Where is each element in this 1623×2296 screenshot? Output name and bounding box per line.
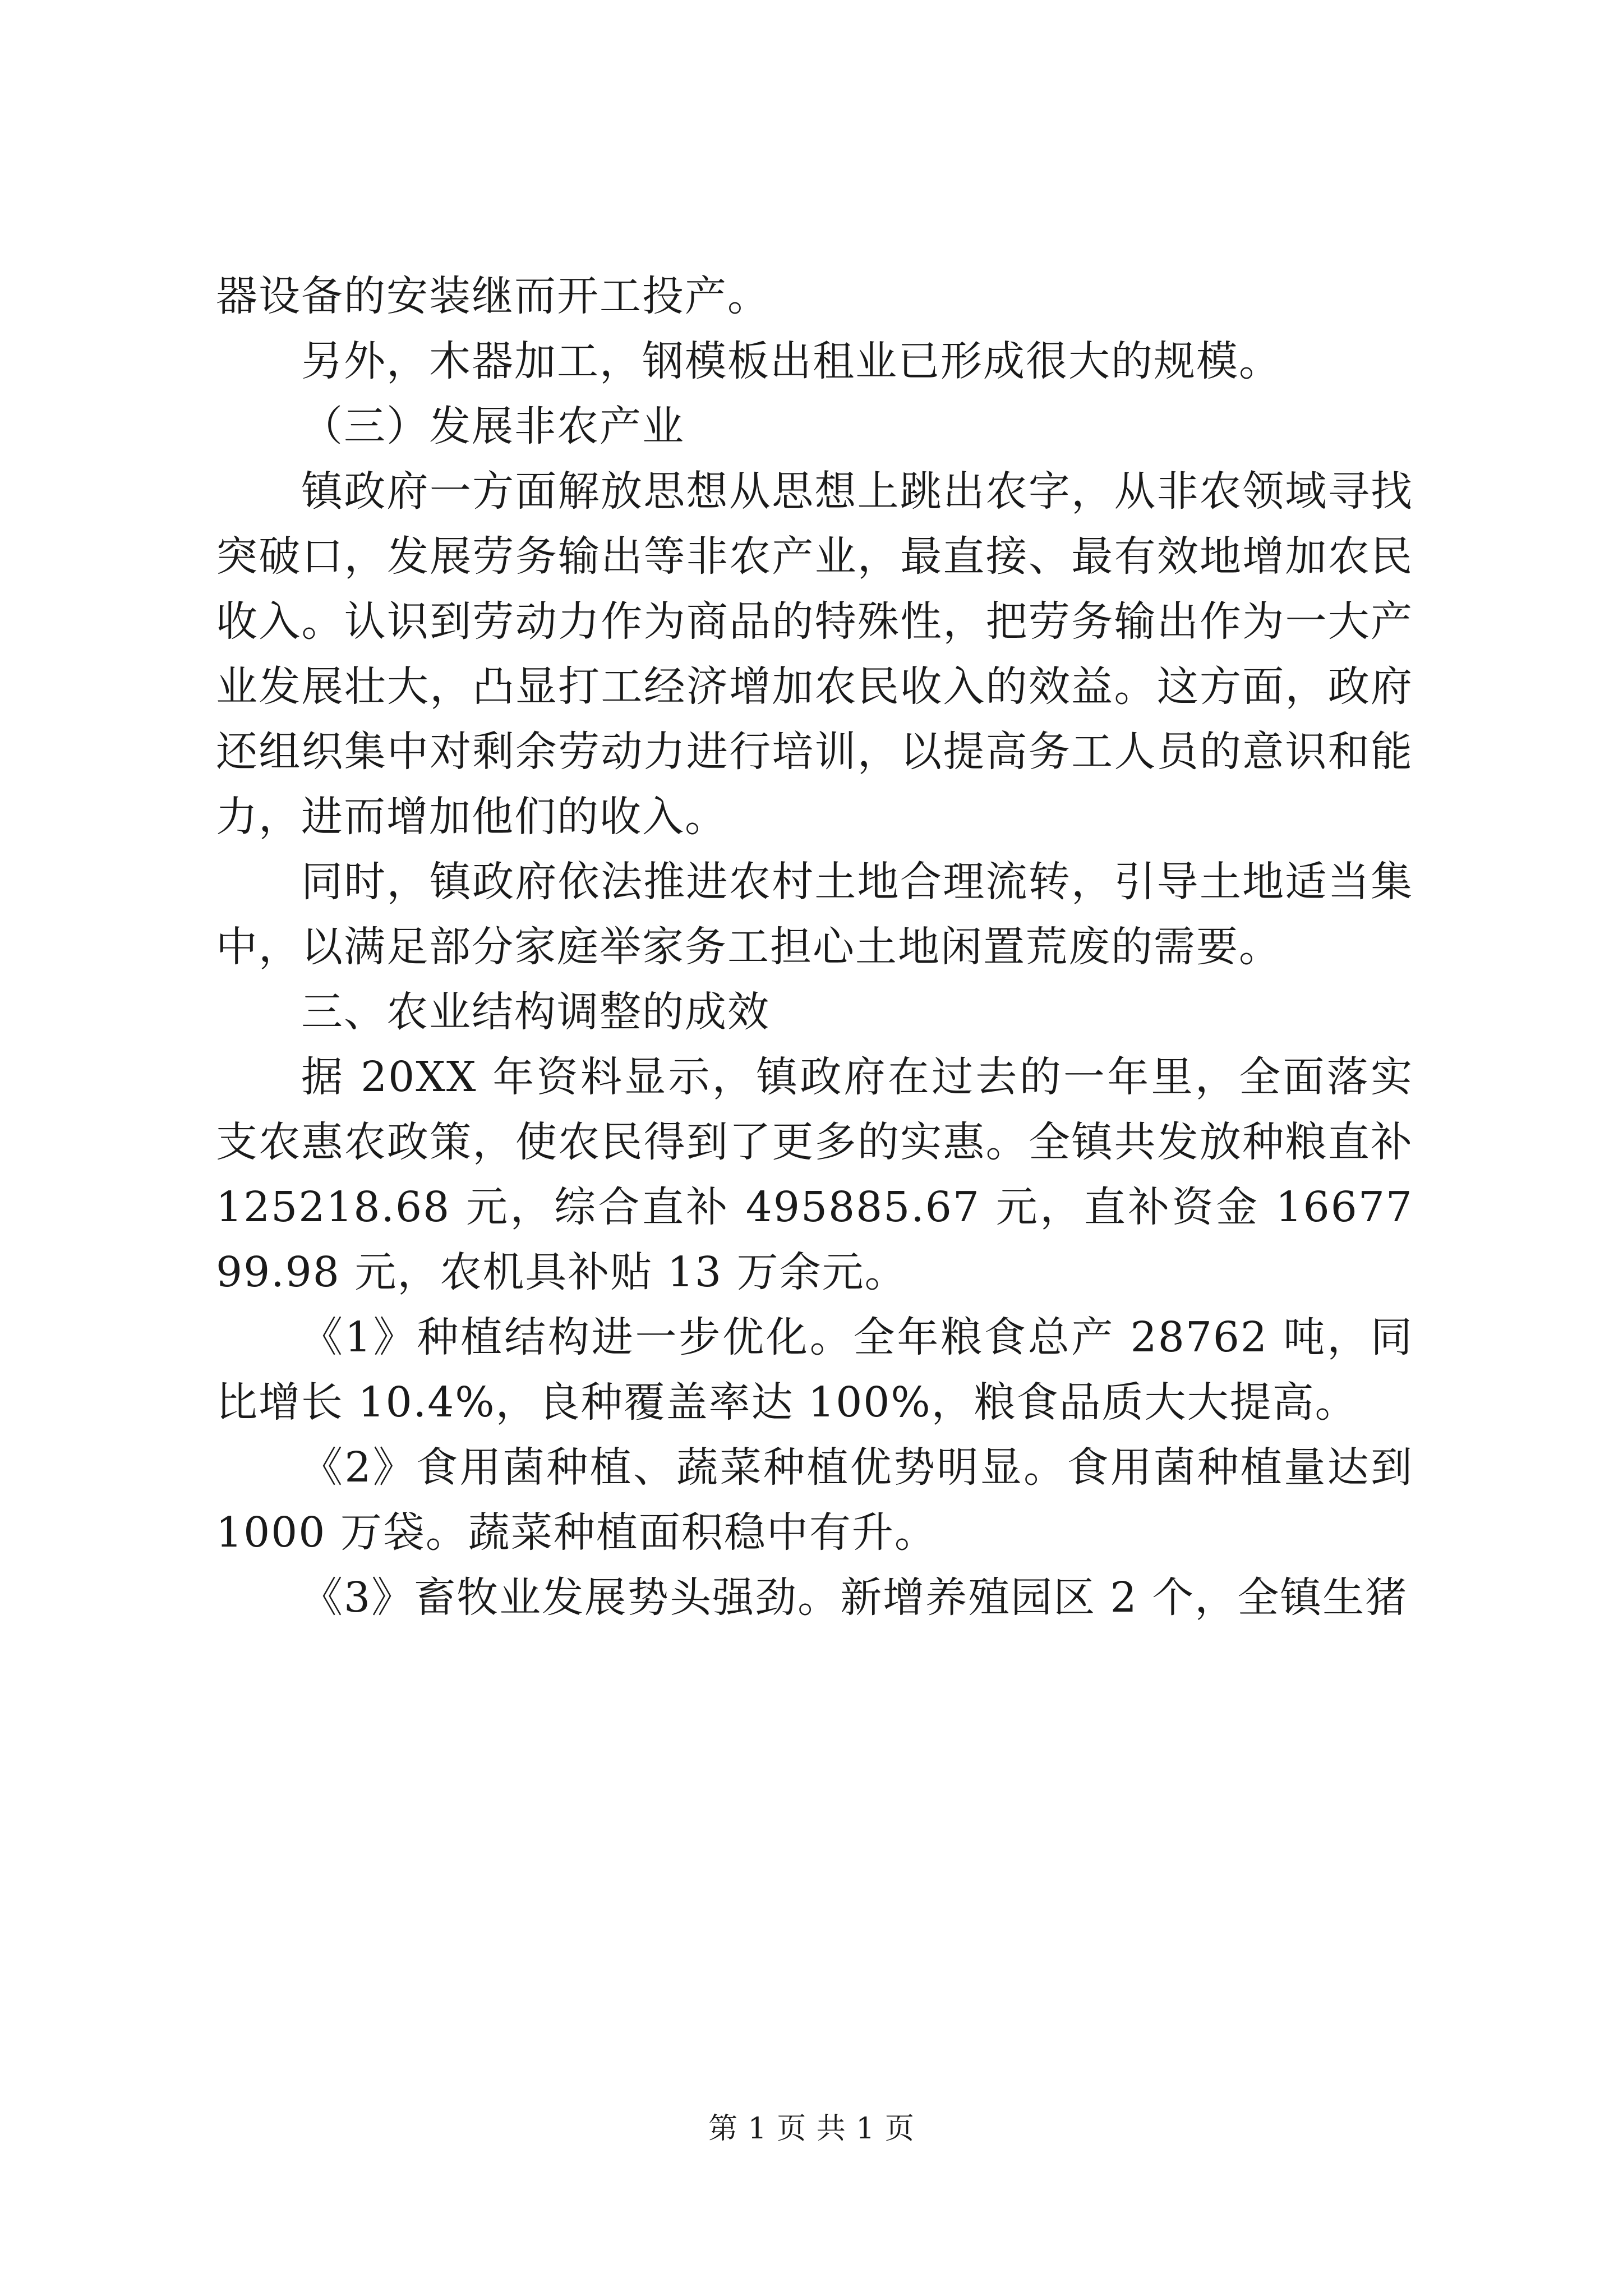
paragraph-8: 《1》种植结构进一步优化。全年粮食总产 28762 吨，同比增长 10.4%，良种覆盖率达 100%，粮食品质大大提高。 (216, 1313, 1413, 1427)
paragraph-7: 据 20XX 年资料显示，镇政府在过去的一年里，全面落实支农惠农政策，使农民得到了更多的实惠。全镇共发放种粮直补 125218.68 元，综合直补 495885.67 元，直补资金 1667799.98 元，农机具补贴 13 万余元。 (216, 1053, 1413, 1296)
paragraph-4: 镇政府一方面解放思想从思想上跳出农字，从非农领域寻找突破口，发展劳务输出等非农产业，最直接、最有效地增加农民收入。认识到劳动力作为商品的特殊性，把劳务输出作为一大产业发展壮大，凸显打工经济增加农民收入的效益。这方面，政府还组织集中对剩余劳动力进行培训，以提高务工人员的意识和能力，进而增加他们的收入。 (216, 467, 1413, 841)
page-footer: 第 1 页 共 1 页 (708, 2112, 915, 2146)
paragraph-1: 器设备的安装继而开工投产。 (216, 272, 770, 320)
paragraph-9: 《2》食用菌种植、蔬菜种植优势明显。食用菌种植量达到 1000 万袋。蔬菜种植面积稳中有升。 (216, 1443, 1413, 1557)
section-heading-3: （三）发展非农产业 (301, 402, 685, 450)
document-body (216, 264, 1413, 1630)
paragraph-2: 另外，木器加工，钢模板出租业已形成很大的规模。 (301, 337, 1281, 385)
paragraph-10: 《3》畜牧业发展势头强劲。新增养殖园区 2 个，全镇生猪 (301, 1573, 1408, 1622)
paragraph-5: 同时，镇政府依法推进农村土地合理流转，引导土地适当集中，以满足部分家庭举家务工担心土地闲置荒废的需要。 (216, 858, 1413, 971)
section-heading-results: 三、农业结构调整的成效 (301, 988, 770, 1036)
